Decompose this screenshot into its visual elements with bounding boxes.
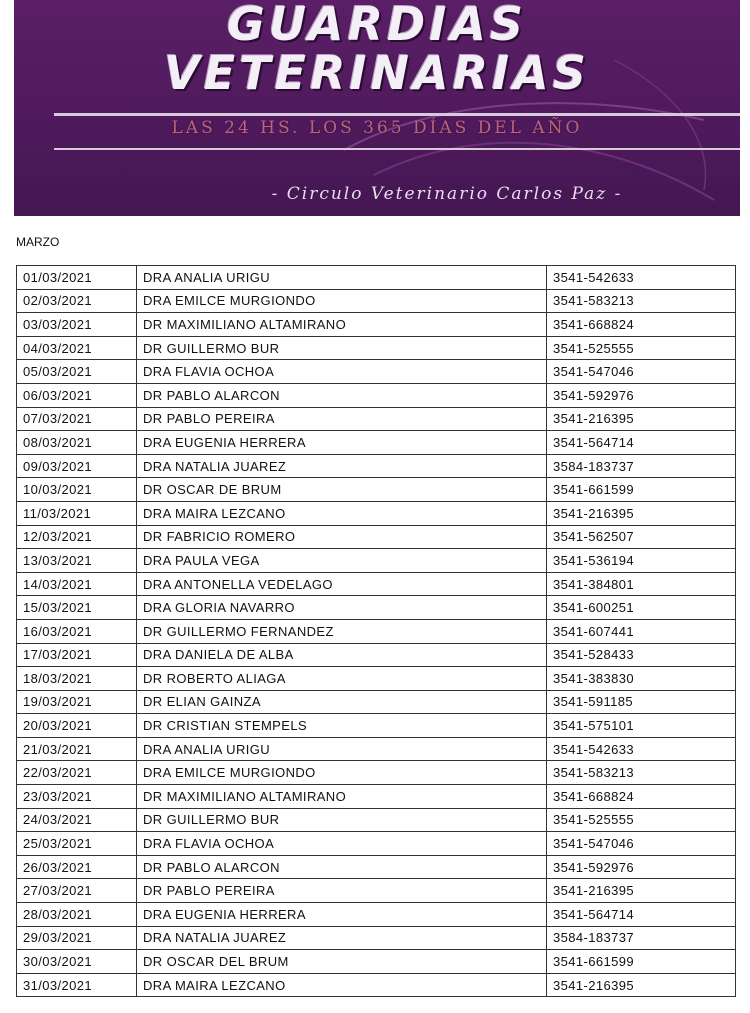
phone-cell: 3541-216395	[547, 973, 736, 997]
veterinarian-cell: DRA FLAVIA OCHOA	[137, 832, 547, 856]
veterinarian-cell: DRA GLORIA NAVARRO	[137, 596, 547, 620]
veterinarian-cell: DRA EUGENIA HERRERA	[137, 903, 547, 927]
phone-cell: 3541-583213	[547, 289, 736, 313]
banner-title-line-1: GUARDIAS	[226, 0, 528, 51]
date-cell: 03/03/2021	[17, 313, 137, 337]
table-row	[17, 832, 736, 856]
table-row	[17, 808, 736, 832]
table-row	[17, 973, 736, 997]
table-row	[17, 266, 736, 290]
schedule-table	[16, 265, 736, 997]
date-cell: 11/03/2021	[17, 501, 137, 525]
table-row	[17, 407, 736, 431]
veterinarian-cell: DRA EUGENIA HERRERA	[137, 431, 547, 455]
phone-cell: 3541-542633	[547, 737, 736, 761]
phone-cell: 3541-542633	[547, 266, 736, 290]
table-row	[17, 690, 736, 714]
veterinarian-cell: DRA NATALIA JUAREZ	[137, 926, 547, 950]
veterinarian-cell: DRA NATALIA JUAREZ	[137, 454, 547, 478]
veterinarian-cell: DR MAXIMILIANO ALTAMIRANO	[137, 313, 547, 337]
phone-cell: 3541-668824	[547, 313, 736, 337]
date-cell: 25/03/2021	[17, 832, 137, 856]
month-label: MARZO	[16, 235, 60, 249]
date-cell: 05/03/2021	[17, 360, 137, 384]
date-cell: 17/03/2021	[17, 643, 137, 667]
veterinarian-cell: DRA DANIELA DE ALBA	[137, 643, 547, 667]
phone-cell: 3541-216395	[547, 407, 736, 431]
table-row	[17, 313, 736, 337]
table-row	[17, 714, 736, 738]
date-cell: 02/03/2021	[17, 289, 137, 313]
phone-cell: 3541-547046	[547, 832, 736, 856]
date-cell: 23/03/2021	[17, 785, 137, 809]
phone-cell: 3541-583213	[547, 761, 736, 785]
table-row	[17, 619, 736, 643]
veterinarian-cell: DR MAXIMILIANO ALTAMIRANO	[137, 785, 547, 809]
phone-cell: 3584-183737	[547, 454, 736, 478]
date-cell: 30/03/2021	[17, 950, 137, 974]
veterinarian-cell: DR GUILLERMO BUR	[137, 336, 547, 360]
table-row	[17, 903, 736, 927]
veterinarian-cell: DR ELIAN GAINZA	[137, 690, 547, 714]
phone-cell: 3584-183737	[547, 926, 736, 950]
date-cell: 19/03/2021	[17, 690, 137, 714]
date-cell: 27/03/2021	[17, 879, 137, 903]
date-cell: 18/03/2021	[17, 667, 137, 691]
table-row	[17, 336, 736, 360]
banner-title-line-2: VETERINARIAS	[164, 46, 590, 100]
date-cell: 10/03/2021	[17, 478, 137, 502]
phone-cell: 3541-525555	[547, 336, 736, 360]
veterinarian-cell: DRA MAIRA LEZCANO	[137, 973, 547, 997]
table-row	[17, 596, 736, 620]
banner-stripe-top	[54, 113, 740, 116]
veterinarian-cell: DRA ANALIA URIGU	[137, 737, 547, 761]
date-cell: 01/03/2021	[17, 266, 137, 290]
date-cell: 06/03/2021	[17, 383, 137, 407]
veterinarian-cell: DR CRISTIAN STEMPELS	[137, 714, 547, 738]
veterinarian-cell: DR PABLO ALARCON	[137, 383, 547, 407]
veterinarian-cell: DR OSCAR DEL BRUM	[137, 950, 547, 974]
veterinarian-cell: DR PABLO PEREIRA	[137, 407, 547, 431]
date-cell: 04/03/2021	[17, 336, 137, 360]
veterinarian-cell: DRA FLAVIA OCHOA	[137, 360, 547, 384]
date-cell: 20/03/2021	[17, 714, 137, 738]
phone-cell: 3541-668824	[547, 785, 736, 809]
phone-cell: 3541-564714	[547, 431, 736, 455]
date-cell: 12/03/2021	[17, 525, 137, 549]
date-cell: 24/03/2021	[17, 808, 137, 832]
table-row	[17, 667, 736, 691]
phone-cell: 3541-528433	[547, 643, 736, 667]
date-cell: 09/03/2021	[17, 454, 137, 478]
veterinarian-cell: DRA ANTONELLA VEDELAGO	[137, 572, 547, 596]
table-row	[17, 360, 736, 384]
date-cell: 08/03/2021	[17, 431, 137, 455]
table-row	[17, 478, 736, 502]
veterinarian-cell: DR PABLO PEREIRA	[137, 879, 547, 903]
table-row	[17, 761, 736, 785]
phone-cell: 3541-383830	[547, 667, 736, 691]
phone-cell: 3541-600251	[547, 596, 736, 620]
date-cell: 15/03/2021	[17, 596, 137, 620]
veterinarian-cell: DRA PAULA VEGA	[137, 549, 547, 573]
phone-cell: 3541-575101	[547, 714, 736, 738]
banner-tagline: LAS 24 HS. LOS 365 DÍAS DEL AÑO	[171, 118, 583, 138]
table-row	[17, 737, 736, 761]
veterinarian-cell: DR GUILLERMO BUR	[137, 808, 547, 832]
table-row	[17, 525, 736, 549]
phone-cell: 3541-384801	[547, 572, 736, 596]
table-row	[17, 431, 736, 455]
veterinarian-cell: DRA EMILCE MURGIONDO	[137, 289, 547, 313]
phone-cell: 3541-564714	[547, 903, 736, 927]
veterinarian-cell: DRA ANALIA URIGU	[137, 266, 547, 290]
date-cell: 29/03/2021	[17, 926, 137, 950]
date-cell: 26/03/2021	[17, 855, 137, 879]
table-row	[17, 289, 736, 313]
veterinarian-cell: DR GUILLERMO FERNANDEZ	[137, 619, 547, 643]
phone-cell: 3541-216395	[547, 501, 736, 525]
table-row	[17, 454, 736, 478]
phone-cell: 3541-591185	[547, 690, 736, 714]
veterinarian-cell: DRA MAIRA LEZCANO	[137, 501, 547, 525]
date-cell: 28/03/2021	[17, 903, 137, 927]
veterinarian-cell: DR FABRICIO ROMERO	[137, 525, 547, 549]
phone-cell: 3541-562507	[547, 525, 736, 549]
table-row	[17, 501, 736, 525]
date-cell: 16/03/2021	[17, 619, 137, 643]
veterinarian-cell: DR OSCAR DE BRUM	[137, 478, 547, 502]
phone-cell: 3541-592976	[547, 855, 736, 879]
phone-cell: 3541-547046	[547, 360, 736, 384]
phone-cell: 3541-661599	[547, 478, 736, 502]
veterinarian-cell: DRA EMILCE MURGIONDO	[137, 761, 547, 785]
table-row	[17, 643, 736, 667]
table-row	[17, 926, 736, 950]
phone-cell: 3541-607441	[547, 619, 736, 643]
phone-cell: 3541-216395	[547, 879, 736, 903]
table-row	[17, 383, 736, 407]
phone-cell: 3541-536194	[547, 549, 736, 573]
phone-cell: 3541-661599	[547, 950, 736, 974]
schedule-table-body	[17, 266, 736, 997]
date-cell: 14/03/2021	[17, 572, 137, 596]
table-row	[17, 549, 736, 573]
date-cell: 22/03/2021	[17, 761, 137, 785]
date-cell: 31/03/2021	[17, 973, 137, 997]
veterinarian-cell: DR ROBERTO ALIAGA	[137, 667, 547, 691]
phone-cell: 3541-592976	[547, 383, 736, 407]
table-row	[17, 855, 736, 879]
banner-stripe-bottom	[54, 148, 740, 150]
table-row	[17, 785, 736, 809]
table-row	[17, 879, 736, 903]
table-row	[17, 572, 736, 596]
header-banner	[14, 0, 740, 216]
date-cell: 13/03/2021	[17, 549, 137, 573]
veterinarian-cell: DR PABLO ALARCON	[137, 855, 547, 879]
table-row	[17, 950, 736, 974]
date-cell: 07/03/2021	[17, 407, 137, 431]
date-cell: 21/03/2021	[17, 737, 137, 761]
banner-signature: - Circulo Veterinario Carlos Paz -	[271, 184, 623, 204]
phone-cell: 3541-525555	[547, 808, 736, 832]
